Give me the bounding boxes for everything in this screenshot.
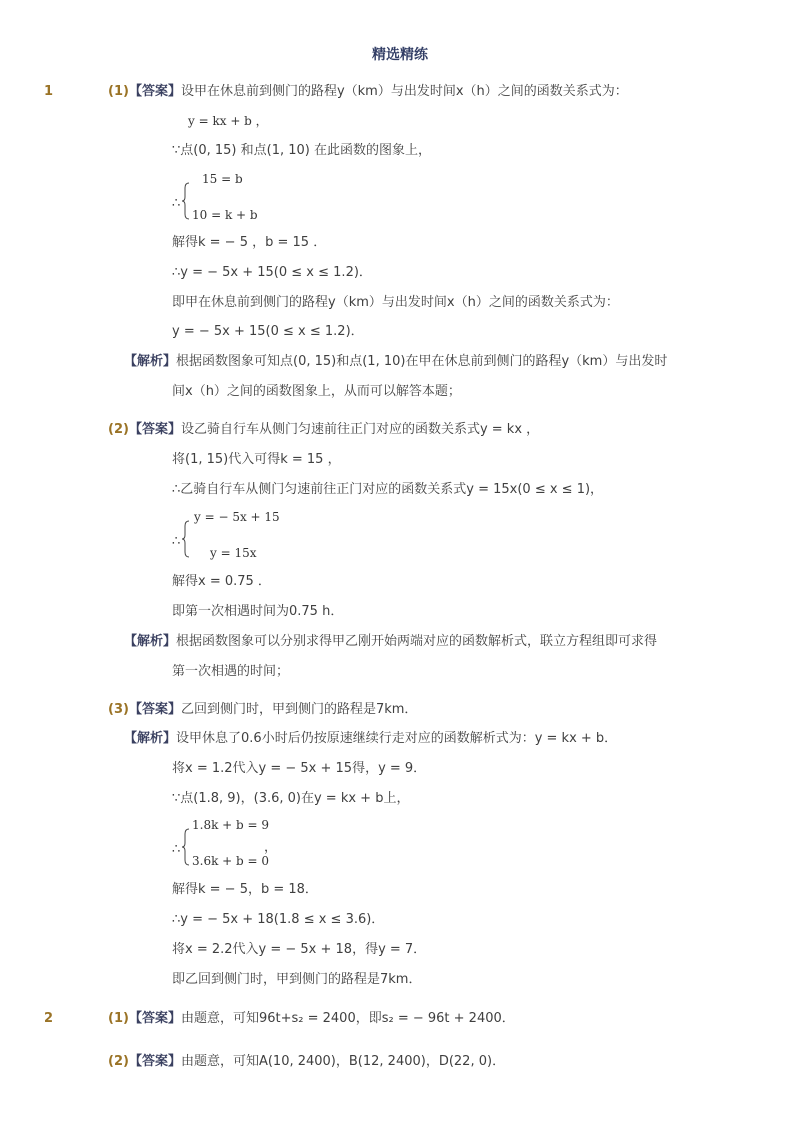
equation: 15 = b	[202, 172, 243, 186]
brace-icon	[182, 520, 190, 558]
answer-text: y = − 5x + 15(0 ≤ x ≤ 1.2)．	[172, 324, 364, 339]
answer-text: 乙回到侧门时，甲到侧门的路程是7km．	[180, 702, 418, 717]
answer-text: 解得x = 0.75 ．	[172, 574, 271, 589]
analysis-text: 设甲休息了0.6小时后仍按原速继续行走对应的函数解析式为：y = kx + b．	[176, 731, 618, 746]
answer-tag: (1)【答案】	[108, 1011, 181, 1026]
part-label: (1)	[108, 84, 129, 99]
part-label: (2)	[108, 422, 129, 437]
analysis-tag: 【解析】	[124, 731, 177, 746]
brace-icon	[182, 828, 190, 866]
page-title: 精选精练	[372, 47, 428, 63]
analysis-text: 将x = 2.2代入y = − 5x + 18，得y = 7．	[172, 942, 427, 957]
analysis-line	[124, 729, 617, 749]
answer-text: 即第一次相遇时间为0.75 h．	[172, 604, 344, 619]
answer-text: 设甲在休息前到侧门的路程y（km）与出发时间x（h）之间的函数关系式为：	[180, 84, 628, 99]
answer-tag: (3)【答案】	[108, 702, 181, 717]
answer-text: ∵点(0, 15) 和点(1, 10) 在此函数的图象上，	[172, 143, 431, 158]
equation: 3.6k + b = 0	[192, 854, 270, 868]
comma: ，	[264, 840, 278, 855]
answer-text: ∴乙骑自行车从侧门匀速前往正门对应的函数关系式y = 15x(0 ≤ x ≤ 1)，	[172, 482, 604, 497]
formula: y = kx + b ，	[188, 114, 268, 128]
answer-text: 设乙骑自行车从侧门匀速前往正门对应的函数关系式y = kx ，	[180, 422, 540, 437]
brace-icon	[182, 182, 190, 220]
answer-tag: (2)【答案】	[108, 1054, 181, 1069]
equation: y = 15x	[210, 546, 257, 560]
answer-text: 将(1, 15)代入可得k = 15 ，	[172, 452, 341, 467]
answer-line	[108, 1052, 505, 1072]
therefore-symbol: ∴	[172, 534, 181, 549]
answer-text: 由题意，可知96t+s₂ = 2400，即s₂ = − 96t + 2400．	[180, 1011, 515, 1026]
part-label: (2)	[108, 1054, 129, 1069]
answer-text: 即甲在休息前到侧门的路程y（km）与出发时间x（h）之间的函数关系式为：	[172, 295, 619, 310]
answer-text: 解得k = − 5 ，b = 15 ．	[172, 235, 327, 250]
analysis-text: 根据函数图象可知点(0, 15)和点(1, 10)在甲在休息前到侧门的路程y（km）与出发时	[176, 354, 668, 369]
therefore-symbol: ∴	[172, 842, 181, 857]
answer-line	[108, 420, 539, 440]
part-label: (1)	[108, 1011, 129, 1026]
equation: 1.8k + b = 9	[192, 818, 270, 832]
answer-line	[108, 1009, 515, 1029]
answer-text: ∴y = − 5x + 15(0 ≤ x ≤ 1.2)．	[172, 265, 372, 280]
analysis-text: 根据函数图象可以分别求得甲乙刚开始两端对应的函数解析式，联立方程组即可求得	[176, 634, 658, 649]
question-number: 1	[44, 84, 54, 99]
equation: y = − 5x + 15	[194, 510, 280, 524]
analysis-tag: 【解析】	[124, 634, 177, 649]
analysis-tag: 【解析】	[124, 354, 177, 369]
analysis-text: 间x（h）之间的函数图象上，从而可以解答本题；	[172, 384, 461, 399]
analysis-text: 将x = 1.2代入y = − 5x + 15得，y = 9．	[172, 761, 427, 776]
analysis-line	[124, 352, 667, 372]
analysis-text: 第一次相遇的时间；	[172, 664, 290, 679]
therefore-symbol: ∴	[172, 196, 181, 211]
analysis-text: 解得k = − 5，b = 18．	[172, 882, 318, 897]
answer-tag: (1)【答案】	[108, 84, 181, 99]
analysis-line	[124, 632, 657, 652]
analysis-text: ∵点(1.8, 9)，(3.6, 0)在y = kx + b上，	[172, 791, 410, 806]
part-label: (3)	[108, 702, 129, 717]
analysis-text: 即乙回到侧门时，甲到侧门的路程是7km．	[172, 972, 422, 987]
answer-line	[108, 82, 628, 102]
answer-text: 由题意，可知A(10, 2400)，B(12, 2400)，D(22, 0)．	[180, 1054, 506, 1069]
equation: 10 = k + b	[192, 208, 258, 222]
question-number: 2	[44, 1011, 54, 1026]
answer-tag: (2)【答案】	[108, 422, 181, 437]
analysis-text: ∴y = − 5x + 18(1.8 ≤ x ≤ 3.6)．	[172, 912, 385, 927]
answer-line	[108, 700, 417, 720]
